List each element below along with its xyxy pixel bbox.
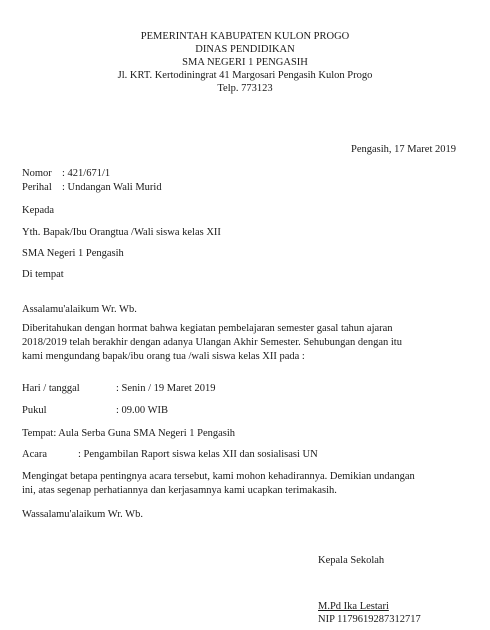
letterhead — [0, 30, 490, 95]
event-place: Tempat: Aula Serba Guna SMA Negeri 1 Pengasih — [22, 428, 236, 439]
recipient-kepada: Kepada — [22, 205, 55, 216]
closing-line-1: Mengingat betapa pentingnya acara tersebut, kami mohon kehadirannya. Demikian undangan — [22, 471, 415, 482]
intro-line-2: 2018/2019 telah berakhir dengan adanya Ulangan Akhir Semester. Sehubungan dengan itu — [22, 337, 402, 348]
event-day-value: : Senin / 19 Maret 2019 — [116, 383, 216, 394]
letterhead-government: PEMERINTAH KABUPATEN KULON PROGO — [140, 31, 350, 42]
letterhead-school: SMA NEGERI 1 PENGASIH — [182, 57, 308, 68]
opening-greeting: Assalamu'alaikum Wr. Wb. — [22, 304, 137, 315]
letter-number-value: : 421/671/1 — [62, 168, 111, 179]
recipient-addressee: Yth. Bapak/Ibu Orangtua /Wali siswa kelas XII — [22, 227, 221, 238]
intro-line-1: Diberitahukan dengan hormat bahwa kegiatan pembelajaran semester gasal tahun ajaran — [22, 323, 393, 334]
event-time-value: : 09.00 WIB — [116, 405, 169, 416]
letter-subject — [22, 181, 162, 195]
closing-line-2: ini, atas segenap perhatiannya dan kerjasamnya kami ucapkan terimakasih. — [22, 485, 337, 496]
event-agenda-label: Acara — [22, 449, 48, 460]
letterhead-address: Jl. KRT. Kertodiningrat 41 Margosari Pengasih Kulon Progo — [117, 70, 373, 81]
letterhead-department: DINAS PENDIDIKAN — [195, 44, 295, 55]
recipient-school: SMA Negeri 1 Pengasih — [22, 248, 124, 259]
event-day — [22, 382, 215, 396]
letter-number — [22, 167, 110, 181]
event-time — [22, 404, 168, 418]
letter-subject-label: Perihal — [22, 182, 52, 193]
event-time-label: Pukul — [22, 405, 47, 416]
recipient-place: Di tempat — [22, 269, 64, 280]
event-agenda — [22, 448, 318, 462]
signature-nip: NIP 1179619287312717 — [318, 614, 421, 625]
event-agenda-value: : Pengambilan Raport siswa kelas XII dan sosialisasi UN — [78, 449, 318, 460]
letter-subject-value: : Undangan Wali Murid — [62, 182, 162, 193]
letter-date: Pengasih, 17 Maret 2019 — [351, 144, 456, 155]
intro-line-3: kami mengundang bapak/ibu orang tua /wali siswa kelas XII pada : — [22, 351, 305, 362]
letter-number-label: Nomor — [22, 168, 52, 179]
event-day-label: Hari / tanggal — [22, 383, 80, 394]
signature-title: Kepala Sekolah — [318, 555, 385, 566]
signature-name: M.Pd Ika Lestari — [318, 601, 389, 612]
letterhead-phone: Telp. 773123 — [217, 83, 273, 94]
closing-farewell: Wassalamu'alaikum Wr. Wb. — [22, 509, 143, 520]
